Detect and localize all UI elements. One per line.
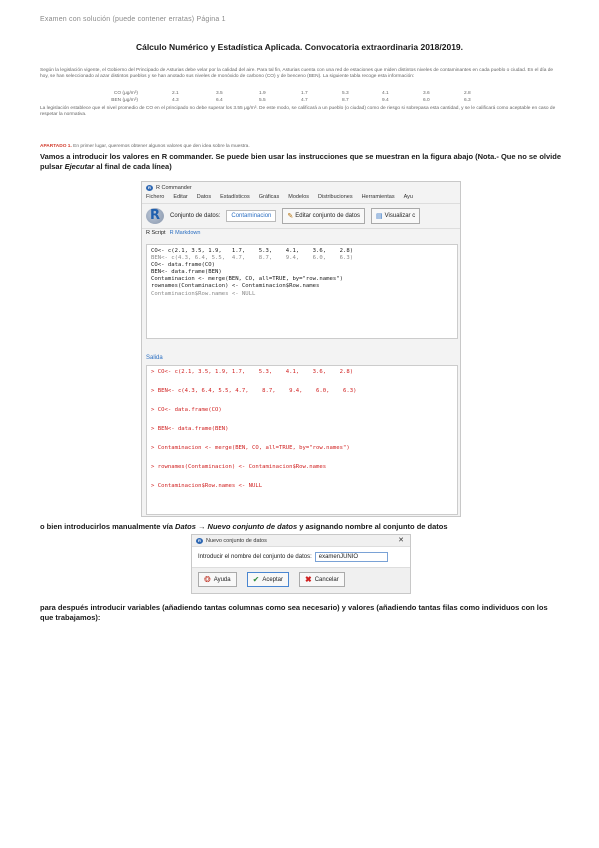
menu-item[interactable]: Distribuciones [318,194,353,200]
middle-text: o bien introducirlos manualmente vía [40,522,176,531]
menu-item[interactable]: Modelos [288,194,310,200]
r-logo-icon: R [196,538,203,544]
middle-text-end: y asignando nombre al conjunto de datos [297,522,448,531]
script-editor[interactable] [146,244,458,339]
page-title: Cálculo Numérico y Estadística Aplicada. Convocatoria extraordinaria 2018/2019. [135,42,464,52]
menu-item[interactable]: Ayu [403,194,413,200]
r-logo-icon: R [146,185,153,191]
middle-paragraph [40,522,570,532]
dataset-label: Conjunto de datos: [170,213,221,219]
menu-item[interactable]: Editar [173,194,188,200]
page-header: Examen con solución (puede contener erratas) Página 1 [40,16,226,23]
cancel-icon: ✖ [305,575,312,584]
cell: 6.0 [423,97,430,103]
script-line: BEN<- c(4.3, 6.4, 5.5, 4.7, 8.7, 9.4, 6.0, 6.3) [151,255,354,262]
intro-paragraph: Según la legislación vigente, el Gobierno del Principado de Asturias debe velar por la calidad del aire. Para tal fin, Asturias cuenta con una red de estaciones que miden distintos niveles de contaminantes en cada pueblo o ciudad. En el día de hoy, se han seleccionado al azar distintos pueblos y se han anotado sus niveles de monóxido de carbono (CO) y de benceno (BEN). La siguiente tabla recoge esta información: [40,68,554,80]
cell: 1.7 [301,91,308,96]
dialog-body [192,546,410,568]
row-label: CO (μg/m³) [113,91,138,96]
script-line: BEN<- data.frame(BEN) [151,269,222,276]
apartado-line [40,144,250,149]
cell: 3.6 [423,91,430,96]
output-line: > CO<- c(2.1, 3.5, 1.9, 1.7, 5.3, 4.1, 3.6, 2.8) [151,369,354,375]
output-pane [146,365,458,515]
cell: 6.4 [216,97,223,103]
rcmdr-titlebar [142,182,460,193]
output-label: Salida [146,355,163,361]
script-line: CO<- c(2.1, 3.5, 1.9, 1.7, 5.3, 4.1, 3.6, 2.8) [151,248,354,254]
edit-dataset-label: Editar conjunto de datos [295,213,360,219]
rcmdr-menubar [142,193,460,203]
help-button[interactable] [198,572,237,587]
instruction-text: Vamos a introducir los valores en R commander. Se puede bien usar las instrucciones que se muestran en la figura abajo (Nota.- Que no se olvide pulsar [40,152,561,171]
rcmdr-window [141,181,461,517]
output-line: > BEN<- c(4.3, 6.4, 5.5, 4.7, 8.7, 9.4, 6.0, 6.3) [151,388,357,394]
rcmdr-toolbar [142,203,460,229]
output-line: > BEN<- data.frame(BEN) [151,426,229,432]
ok-label: Aceptar [262,576,283,583]
rcmdr-tabs [142,229,460,239]
cell: 3.5 [216,91,223,96]
view-dataset-label: Visualizar c [384,213,416,219]
cell: 4.1 [382,91,389,96]
script-line: CO<- data.frame(CO) [151,262,215,269]
instruction-paragraph [40,152,562,172]
instruction-text-end: al final de cada línea) [94,162,172,171]
cell: 8.7 [342,97,349,103]
dialog-title: Nuevo conjunto de datos [206,537,267,544]
help-icon: ❂ [204,575,211,584]
cell: 5.3 [342,91,349,96]
view-dataset-button[interactable] [371,208,420,224]
cancel-label: Cancelar [314,576,339,583]
cell: 1.9 [259,91,266,96]
dataset-name-label: Introducir el nombre del conjunto de datos: [198,554,312,560]
close-icon[interactable]: ✕ [398,537,404,544]
apartado-text: En primer lugar, queremos obtener algunos valores que den idea sobre la muestra. [71,144,250,149]
pencil-icon: ✎ [287,213,294,220]
cell: 5.5 [259,97,266,103]
check-icon: ✔ [252,575,260,584]
edit-dataset-button[interactable] [282,208,365,224]
middle-italic: Datos → Nuevo conjunto de datos [175,522,298,531]
final-paragraph: para después introducir variables (añadiendo tantas columnas como sea necesario) y valores (añadiendo tantas filas como individuos con los que trabajamos): [40,603,548,622]
new-dataset-dialog [191,534,411,594]
legal-paragraph: La legislación establece que el nivel promedio de CO en el principado no debe superar los 3.55 μg/m³. De este modo, se calificará a un pueblo (o ciudad) como de riesgo si sobrepasa esta cantidad, y se le calificará como aceptable en caso de respetar la normativa. [40,106,556,118]
script-line: Contaminacion$Row.names <- NULL [151,290,256,297]
cell: 9.4 [382,97,389,103]
tab-r-script[interactable]: R Script [146,230,166,236]
apartado-label: APARTADO 1. [40,144,72,149]
cell: 2.1 [172,91,179,96]
output-line: > Contaminacion <- merge(BEN, CO, all=TRUE, by="row.names") [151,445,350,451]
cell: 2.8 [464,91,471,96]
cell: 6.3 [464,97,471,103]
view-icon: ▤ [376,213,383,220]
ok-button[interactable] [247,572,289,587]
script-line: Contaminacion <- merge(BEN, CO, all=TRUE, by="row.names") [151,276,343,283]
output-line: > CO<- data.frame(CO) [151,407,222,413]
instruction-italic: Ejecutar [64,162,95,171]
script-line: rownames(Contaminacion) <- Contaminacion$Row.names [151,283,320,290]
output-line: > Contaminacion$Row.names <- NULL [151,483,263,489]
cancel-button[interactable] [299,572,345,587]
menu-item[interactable]: Estadísticos [220,194,250,200]
dataset-selector[interactable]: Contaminacion [226,210,276,222]
dialog-buttons [192,568,410,591]
cell: 4.7 [301,97,308,103]
help-label: Ayuda [213,576,231,583]
row-label: BEN (μg/m³) [111,97,138,103]
menu-item[interactable]: Gráficas [258,194,280,200]
output-line: > rownames(Contaminacion) <- Contaminacion$Row.names [151,464,327,470]
menu-item[interactable]: Datos [196,194,212,200]
window-title: R Commander [156,184,192,191]
menu-item[interactable]: Herramientas [361,194,395,200]
tab-r-markdown[interactable]: R Markdown [169,230,201,236]
dialog-titlebar [192,535,410,546]
r-logo-icon: R [146,208,164,224]
cell: 4.3 [172,97,179,103]
menu-item[interactable]: Fichero [146,194,165,200]
dataset-name-input[interactable]: examenJUNIO [315,552,388,562]
